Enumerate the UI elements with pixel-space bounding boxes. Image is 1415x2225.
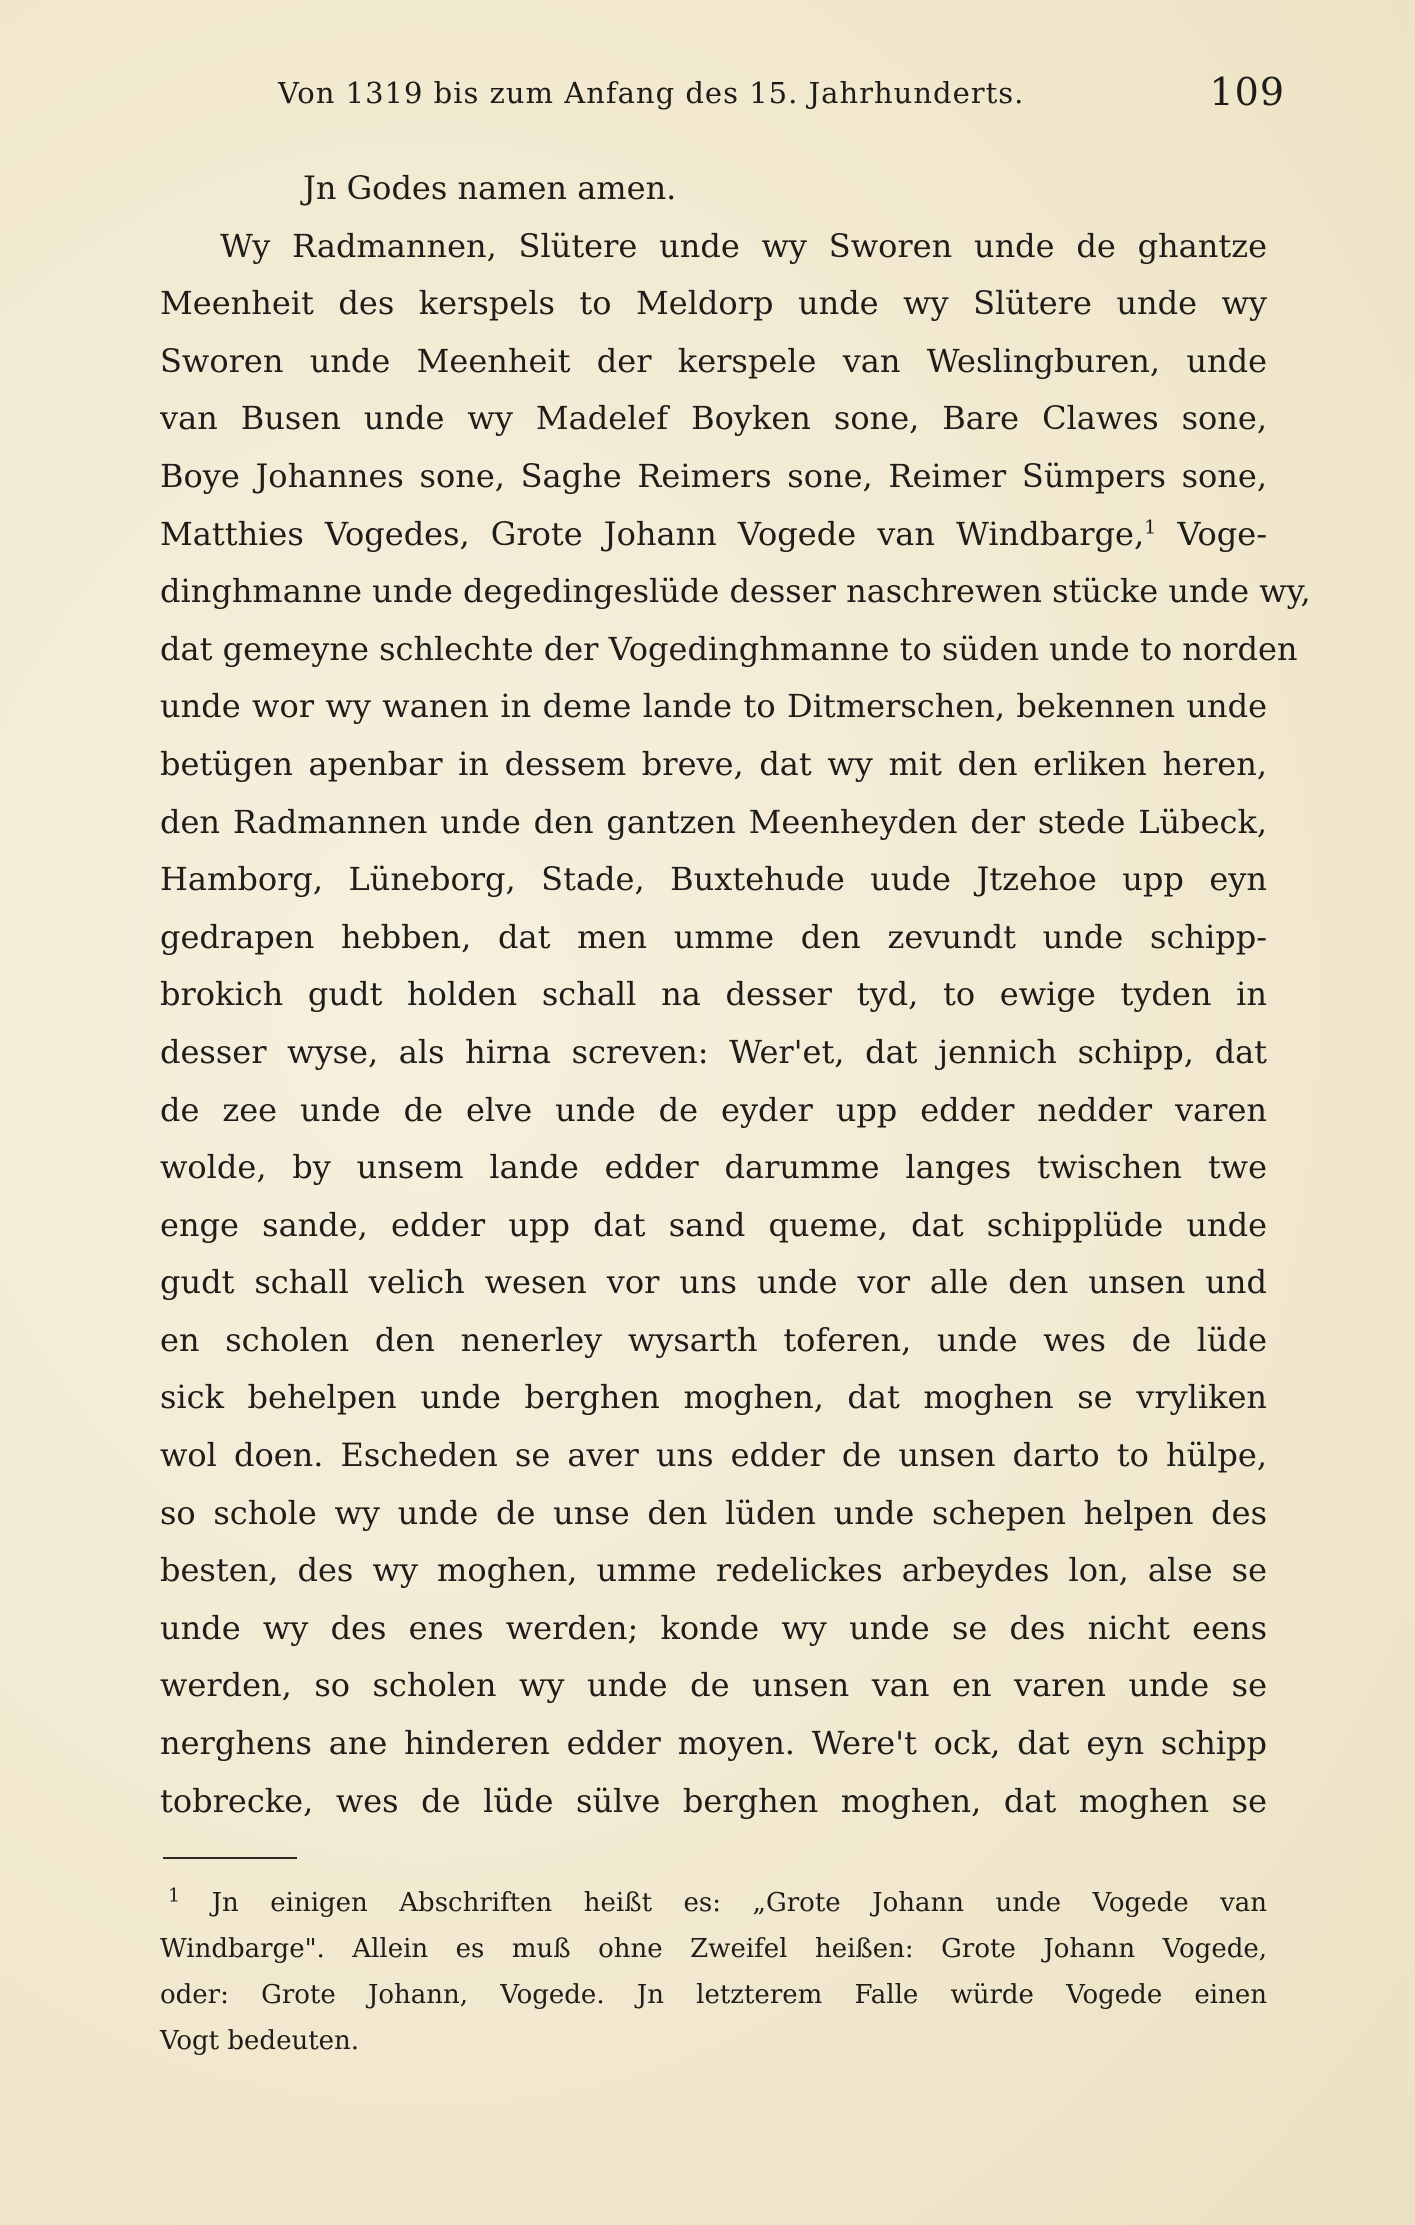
footnotes <box>160 1880 1267 2064</box>
text-line: unde wor wy wanen in deme lande to Ditmerschen, bekennen unde <box>160 687 1267 726</box>
text-line-part: Matthies Vogedes, Grote Johann Vogede van Windbarge, <box>160 514 1145 553</box>
text-line: enge sande, edder upp dat sand queme, dat schipplüde unde <box>160 1205 1267 1244</box>
text-line: Meenheit des kerspels to Meldorp unde wy Slütere unde wy <box>160 284 1267 323</box>
page-header <box>160 68 1285 118</box>
text-line: wol doen. Escheden se aver uns edder de unsen darto to hülpe, <box>160 1436 1267 1475</box>
text-line: den Radmannen unde den gantzen Meenheyden der stede Lübeck, <box>160 802 1267 841</box>
footnote-marker: 1 <box>168 1884 181 1907</box>
main-text <box>160 160 1311 1830</box>
text-line: Jn Godes namen amen. <box>303 169 677 207</box>
text-line: gedrapen hebben, dat men umme den zevundt unde schipp- <box>160 917 1267 956</box>
text-line: dat gemeyne schlechte der Vogedinghmanne to süden unde to norden <box>160 629 1298 668</box>
text-line: unde wy des enes werden; konde wy unde se des nicht eens <box>160 1608 1267 1647</box>
text-line <box>160 506 1267 564</box>
text-line: de zee unde de elve unde de eyder upp edder nedder varen <box>160 1090 1267 1129</box>
text-line: werden, so scholen wy unde de unsen van en varen unde se <box>160 1666 1267 1705</box>
footnote-reference: 1 <box>1144 515 1157 538</box>
running-head: Von 1319 bis zum Anfang des 15. Jahrhunderts. <box>278 76 1025 110</box>
text-line: Boye Johannes sone, Saghe Reimers sone, Reimer Sümpers sone, <box>160 456 1267 495</box>
text-line: Sworen unde Meenheit der kerspele van Weslingburen, unde <box>160 341 1267 380</box>
text-line: so schole wy unde de unse den lüden unde schepen helpen des <box>160 1493 1267 1532</box>
page-number: 109 <box>1209 70 1285 114</box>
text-line: besten, des wy moghen, umme redelickes arbeydes lon, alse se <box>160 1551 1267 1590</box>
text-line: tobrecke, wes de lüde sülve berghen moghen, dat moghen se <box>160 1781 1267 1820</box>
footnote-divider <box>163 1857 297 1859</box>
footnote-text: Jn einigen Abschriften heißt es: „Grote Johann unde Vogede van <box>211 1888 1268 1918</box>
text-line: gudt schall velich wesen vor uns unde vor alle den unsen und <box>160 1263 1267 1302</box>
text-line: van Busen unde wy Madelef Boyken sone, Bare Clawes sone, <box>160 399 1267 438</box>
text-line: brokich gudt holden schall na desser tyd, to ewige tyden in <box>160 975 1267 1014</box>
text-line: desser wyse, als hirna screven: Wer'et, dat jennich schipp, dat <box>160 1032 1267 1071</box>
footnote-line: oder: Grote Johann, Vogede. Jn letzterem Falle würde Vogede einen <box>160 1980 1267 2010</box>
text-line: betügen apenbar in dessem breve, dat wy mit den erliken heren, <box>160 744 1267 783</box>
text-line: dinghmanne unde degedingeslüde desser naschrewen stücke unde wy, <box>160 572 1311 611</box>
text-line-part: Voge- <box>1177 514 1268 553</box>
text-line: en scholen den nenerley wysarth toferen, unde wes de lüde <box>160 1320 1267 1359</box>
text-line: nerghens ane hinderen edder moyen. Were't ock, dat eyn schipp <box>160 1724 1267 1763</box>
text-line: Hamborg, Lüneborg, Stade, Buxtehude uude Jtzehoe upp eyn <box>160 860 1267 899</box>
text-line: Wy Radmannen, Slütere unde wy Sworen unde de ghantze <box>220 226 1267 265</box>
footnote-line: Vogt bedeuten. <box>160 2026 360 2056</box>
text-line: wolde, by unsem lande edder darumme langes twischen twe <box>160 1148 1267 1187</box>
text-line: sick behelpen unde berghen moghen, dat moghen se vryliken <box>160 1378 1267 1417</box>
footnote-line: Windbarge". Allein es muß ohne Zweifel heißen: Grote Johann Vogede, <box>160 1934 1267 1964</box>
footnote-line <box>160 1880 1267 1926</box>
